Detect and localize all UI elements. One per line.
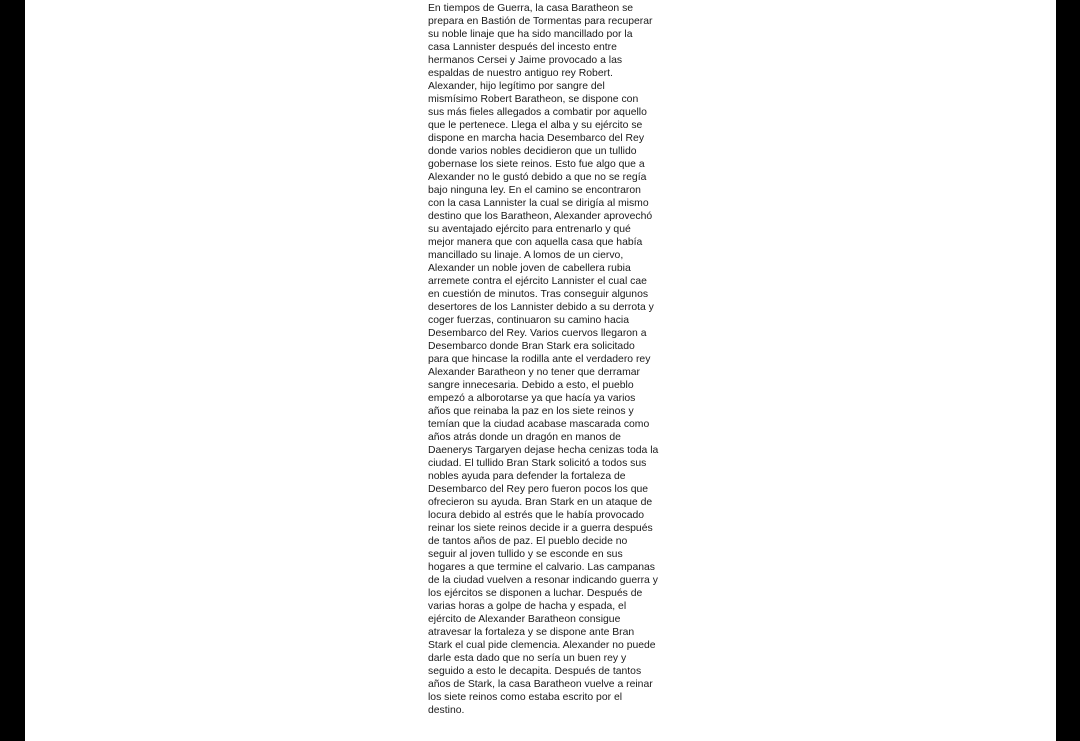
text-line: locura debido al estrés que le había provocado bbox=[428, 510, 645, 521]
text-line: para que hincase la rodilla ante el verdadero rey bbox=[428, 354, 651, 365]
text-line: gobernase los siete reinos. Esto fue algo que a bbox=[428, 159, 645, 170]
text-line: su noble linaje que ha sido mancillado por la bbox=[428, 29, 633, 40]
text-line: Alexander Baratheon y no tener que derramar bbox=[428, 367, 640, 378]
text-line: Alexander un noble joven de cabellera rubia bbox=[428, 263, 631, 274]
text-line: mismísimo Robert Baratheon, se dispone con bbox=[428, 94, 639, 105]
text-line: desertores de los Lannister debido a su derrota y bbox=[428, 302, 654, 313]
text-line: varias horas a golpe de hacha y espada, el bbox=[428, 601, 627, 612]
text-line: espaldas de nuestro antiguo rey Robert. bbox=[428, 68, 613, 79]
text-line: años atrás donde un dragón en manos de bbox=[428, 432, 621, 443]
text-line: arremete contra el ejército Lannister el cual cae bbox=[428, 276, 647, 287]
text-line: destino que los Baratheon, Alexander aprovechó bbox=[428, 211, 653, 222]
story-text bbox=[428, 2, 678, 717]
text-line: seguir al joven tullido y se esconde en sus bbox=[428, 549, 623, 560]
text-line: prepara en Bastión de Tormentas para recuperar bbox=[428, 16, 653, 27]
text-line: de la ciudad vuelven a resonar indicando guerra y bbox=[428, 575, 658, 586]
text-line: nobles ayuda para defender la fortaleza de bbox=[428, 471, 626, 482]
text-line: años que reinaba la paz en los siete reinos y bbox=[428, 406, 634, 417]
text-line: bajo ninguna ley. En el camino se encontraron bbox=[428, 185, 641, 196]
text-line: mancillado su linaje. A lomos de un ciervo, bbox=[428, 250, 624, 261]
text-line: su aventajado ejército para entrenarlo y qué bbox=[428, 224, 631, 235]
text-line: En tiempos de Guerra, la casa Baratheon se bbox=[428, 3, 634, 14]
text-line: donde varios nobles decidieron que un tullido bbox=[428, 146, 637, 157]
text-line: sus más fieles allegados a combatir por aquello bbox=[428, 107, 647, 118]
document-page bbox=[25, 0, 1056, 741]
text-line: con la casa Lannister la cual se dirigía al mismo bbox=[428, 198, 649, 209]
text-line: Desembarco del Rey. Varios cuervos llegaron a bbox=[428, 328, 647, 339]
text-line: los siete reinos como estaba escrito por el bbox=[428, 692, 623, 703]
text-line: los ejércitos se disponen a luchar. Después de bbox=[428, 588, 643, 599]
text-line: casa Lannister después del incesto entre bbox=[428, 42, 617, 53]
text-line: Daenerys Targaryen dejase hecha cenizas toda la bbox=[428, 445, 659, 456]
text-line: ofrecieron su ayuda. Bran Stark en un ataque de bbox=[428, 497, 653, 508]
text-line: empezó a alborotarse ya que hacía ya varios bbox=[428, 393, 636, 404]
text-line: dispone en marcha hacia Desembarco del Rey bbox=[428, 133, 645, 144]
text-line: temían que la ciudad acabase mascarada como bbox=[428, 419, 650, 430]
text-line: sangre innecesaria. Debido a esto, el pueblo bbox=[428, 380, 634, 391]
text-line: coger fuerzas, continuaron su camino hacia bbox=[428, 315, 629, 326]
text-line: Alexander no le gustó debido a que no se regía bbox=[428, 172, 647, 183]
text-line: ciudad. El tullido Bran Stark solicitó a todos sus bbox=[428, 458, 647, 469]
text-line: Desembarco del Rey pero fueron pocos los que bbox=[428, 484, 649, 495]
text-line: en cuestión de minutos. Tras conseguir algunos bbox=[428, 289, 649, 300]
text-line: mejor manera que con aquella casa que había bbox=[428, 237, 643, 248]
text-line: atravesar la fortaleza y se dispone ante Bran bbox=[428, 627, 635, 638]
text-line: seguido a esto le decapita. Después de tantos bbox=[428, 666, 642, 677]
text-line: ejército de Alexander Baratheon consigue bbox=[428, 614, 621, 625]
text-line: de tantos años de paz. El pueblo decide no bbox=[428, 536, 628, 547]
text-line: darle esta dado que no sería un buen rey y bbox=[428, 653, 627, 664]
text-line: destino. bbox=[428, 705, 465, 716]
text-line: Alexander, hijo legítimo por sangre del bbox=[428, 81, 605, 92]
text-line: hogares a que termine el calvario. Las campanas bbox=[428, 562, 655, 573]
text-line: años de Stark, la casa Baratheon vuelve a reinar bbox=[428, 679, 653, 690]
text-line: que le pertenece. Llega el alba y su ejército se bbox=[428, 120, 643, 131]
text-line: reinar los siete reinos decide ir a guerra después bbox=[428, 523, 653, 534]
text-line: Desembarco donde Bran Stark era solicitado bbox=[428, 341, 635, 352]
text-line: Stark el cual pide clemencia. Alexander no puede bbox=[428, 640, 656, 651]
text-line: hermanos Cersei y Jaime provocado a las bbox=[428, 55, 623, 66]
